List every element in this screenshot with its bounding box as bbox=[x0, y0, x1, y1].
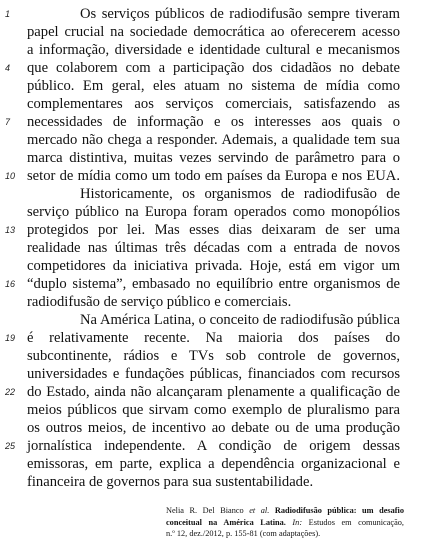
source-title-part2: conceitual na América Latina. bbox=[166, 517, 286, 527]
source-journal: Estudos em comunicação, bbox=[308, 517, 404, 527]
text-line: “duplo sistema”, embasado no equilíbrio entre organismos de bbox=[27, 276, 400, 292]
line-number: 7 bbox=[5, 117, 11, 127]
text-line: jornalística independente. A condição de origem dessas bbox=[27, 438, 400, 454]
source-et-al: et al. bbox=[249, 506, 270, 515]
text-line: necessidades de informação e os interesses aos quais o bbox=[27, 114, 400, 130]
source-volume: n.º 12, dez./2012, p. 155-81 (com adaptações). bbox=[166, 529, 321, 538]
text-line: serviço público na Europa foram operados como monopólios bbox=[27, 204, 400, 220]
text-line: setor de mídia como um todo em países da Europa e nos EUA. bbox=[27, 168, 400, 184]
text-line: realidade nas últimas três décadas com a entrada de novos bbox=[27, 240, 400, 256]
line-number: 16 bbox=[5, 279, 16, 289]
text-line: universidades e fundações públicas, financiados com recursos bbox=[27, 366, 400, 382]
text-line: radiodifusão de serviço público e comerciais. bbox=[27, 294, 292, 310]
text-line: é relativamente recente. Na maioria dos países do bbox=[27, 330, 400, 346]
line-number: 22 bbox=[5, 387, 16, 397]
line-number: 13 bbox=[5, 225, 16, 235]
text-line: a informação, diversidade e identidade cultural e mecanismos bbox=[27, 42, 400, 58]
source-citation bbox=[166, 505, 404, 540]
line-number: 19 bbox=[5, 333, 16, 343]
text-line: mercado não chega a responder. Ademais, a qualidade tem sua bbox=[27, 132, 400, 148]
text-line: os outros meios, de incentivo ao debate ou de uma produção bbox=[27, 420, 400, 436]
text-line: meios públicos que sirvam como exemplo de pluralismo para bbox=[27, 402, 400, 418]
text-line: papel crucial na sociedade democrática ao oferecerem acesso bbox=[27, 24, 400, 40]
line-number: 1 bbox=[5, 9, 11, 19]
line-number: 25 bbox=[5, 441, 16, 451]
text-line: Na América Latina, o conceito de radiodifusão pública bbox=[80, 312, 400, 328]
source-in: In: bbox=[292, 517, 303, 527]
text-line: financeira de governos para sua sustentabilidade. bbox=[27, 474, 314, 490]
text-line: Historicamente, os organismos de radiodifusão de bbox=[80, 186, 400, 202]
text-line: complementares aos serviços comerciais, satisfazendo as bbox=[27, 96, 400, 112]
source-author: Nelia R. Del Bianco bbox=[166, 506, 244, 515]
text-line: público. Em geral, eles atuam no sistema de mídia como bbox=[27, 78, 400, 94]
line-number: 10 bbox=[5, 171, 16, 181]
text-line: protegidos por lei. Mas esses dias deixaram de ser uma bbox=[27, 222, 400, 238]
text-line: do Estado, ainda não alcançaram plenamente a qualificação de bbox=[27, 384, 400, 400]
line-number: 4 bbox=[5, 63, 11, 73]
source-title-part1: Radiodifusão pública: um desafio bbox=[274, 506, 404, 515]
text-line: Os serviços públicos de radiodifusão sempre tiveram bbox=[80, 6, 400, 22]
text-line: subcontinente, rádios e TVs sob controle de governos, bbox=[27, 348, 400, 364]
text-line: que colaborem com a participação dos cidadãos no debate bbox=[27, 60, 400, 76]
text-line: competidores da iniciativa privada. Hoje, está em vigor um bbox=[27, 258, 400, 274]
text-line: emissoras, em parte, explica a dependência organizacional e bbox=[27, 456, 400, 472]
text-line: marca distintiva, muitas vezes servindo de parâmetro para o bbox=[27, 150, 400, 166]
